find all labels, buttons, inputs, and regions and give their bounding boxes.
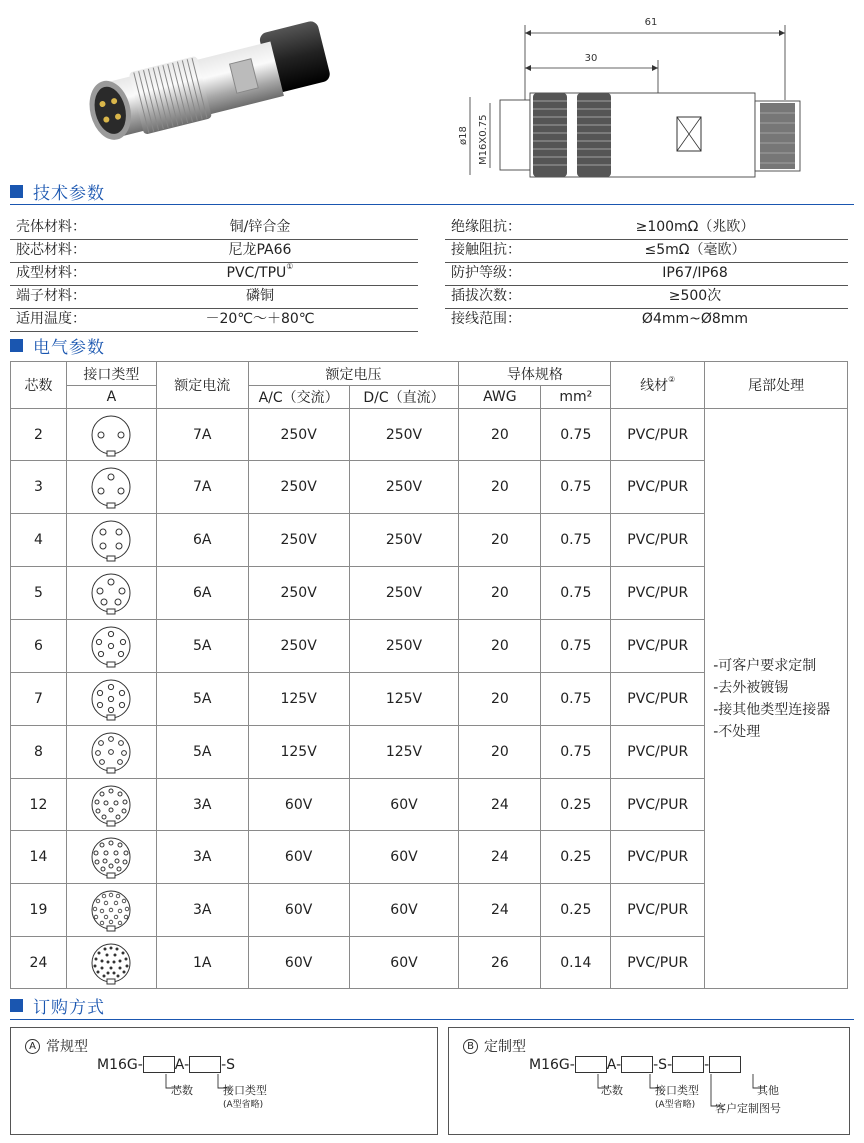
param-value: －20℃～＋80℃	[205, 311, 315, 327]
cell-wire: PVC/PUR	[611, 726, 705, 779]
cell-mm2: 0.25	[541, 779, 611, 831]
cell-dc: 250V	[349, 620, 459, 673]
cell-cores: 12	[11, 779, 67, 831]
cell-mm2: 0.14	[541, 937, 611, 989]
cell-wire: PVC/PUR	[611, 567, 705, 620]
product-photo	[60, 10, 340, 170]
cell-current: 5A	[156, 620, 248, 673]
cell-wire: PVC/PUR	[611, 620, 705, 673]
cell-awg: 20	[459, 620, 541, 673]
pinout-icon	[66, 831, 156, 884]
cell-current: 7A	[156, 409, 248, 461]
order-box-custom	[448, 1027, 850, 1135]
pinout-icon	[66, 884, 156, 937]
order-leader-lines	[449, 1028, 849, 1134]
cell-dc: 250V	[349, 461, 459, 514]
cell-ac: 60V	[248, 937, 349, 989]
cell-awg: 20	[459, 567, 541, 620]
cell-wire: PVC/PUR	[611, 884, 705, 937]
param-key: 成型材料：	[16, 265, 86, 281]
pinout-icon	[66, 937, 156, 989]
footnote-mark: ①	[286, 262, 294, 271]
order-leader-lines	[11, 1028, 437, 1134]
cell-ac: 60V	[248, 831, 349, 884]
cell-cores: 24	[11, 937, 67, 989]
dim-dia: ø18	[458, 126, 469, 145]
cell-dc: 60V	[349, 884, 459, 937]
cell-cores: 19	[11, 884, 67, 937]
cell-awg: 24	[459, 779, 541, 831]
cell-dc: 60V	[349, 779, 459, 831]
cell-mm2: 0.75	[541, 409, 611, 461]
col-ac: A/C（交流）	[248, 386, 349, 409]
col-dc: D/C（直流）	[349, 386, 459, 409]
cell-cores: 6	[11, 620, 67, 673]
footnote-mark: ②	[668, 375, 676, 384]
cell-dc: 60V	[349, 831, 459, 884]
cell-current: 5A	[156, 726, 248, 779]
section-rule	[10, 204, 854, 205]
cell-ac: 250V	[248, 620, 349, 673]
cell-mm2: 0.75	[541, 620, 611, 673]
pinout-icon	[66, 567, 156, 620]
pinout-icon	[66, 514, 156, 567]
table-header-row	[11, 362, 848, 386]
cell-awg: 24	[459, 831, 541, 884]
section-title-tech: 技术参数	[33, 183, 105, 204]
param-value: Ø4mm~Ø8mm	[641, 311, 749, 327]
param-value: ≥500次	[668, 288, 722, 304]
cell-current: 3A	[156, 831, 248, 884]
cell-cores: 7	[11, 673, 67, 726]
param-key: 胶芯材料：	[16, 242, 86, 258]
cell-mm2: 0.75	[541, 461, 611, 514]
cell-ac: 60V	[248, 779, 349, 831]
note-iface-sub: (A型省略)	[655, 1100, 696, 1110]
order-box-standard	[10, 1027, 438, 1135]
pinout-icon	[66, 620, 156, 673]
cell-awg: 20	[459, 726, 541, 779]
param-value: 铜/锌合金	[229, 219, 291, 235]
cell-tail-options	[705, 409, 848, 989]
param-key: 适用温度：	[16, 311, 86, 327]
cell-dc: 250V	[349, 409, 459, 461]
cell-cores: 8	[11, 726, 67, 779]
param-key: 壳体材料：	[16, 219, 86, 235]
cell-wire: PVC/PUR	[611, 831, 705, 884]
col-wire	[611, 362, 705, 409]
cell-awg: 20	[459, 461, 541, 514]
cell-dc: 250V	[349, 514, 459, 567]
order-type-name: 定制型	[484, 1039, 526, 1055]
cell-cores: 14	[11, 831, 67, 884]
cell-awg: 24	[459, 884, 541, 937]
tail-option: -接其他类型连接器	[713, 701, 831, 718]
param-value: 尼龙PA66	[228, 242, 292, 258]
param-key: 绝缘阻抗：	[451, 219, 521, 235]
cell-ac: 125V	[248, 673, 349, 726]
cell-awg: 20	[459, 673, 541, 726]
col-iface: 接口类型	[66, 362, 156, 386]
col-current: 额定电流	[156, 362, 248, 409]
cell-mm2: 0.25	[541, 884, 611, 937]
cell-ac: 125V	[248, 726, 349, 779]
section-rule	[10, 1019, 854, 1020]
param-value-wrap	[160, 262, 360, 285]
code-prefix: M16G-	[97, 1056, 143, 1073]
cell-wire: PVC/PUR	[611, 779, 705, 831]
param-value: PVC/TPU	[226, 265, 287, 281]
cell-current: 3A	[156, 884, 248, 937]
cell-mm2: 0.25	[541, 831, 611, 884]
cell-cores: 5	[11, 567, 67, 620]
circled-a-icon: A	[25, 1039, 40, 1054]
tech-row	[445, 216, 848, 240]
pinout-icon	[66, 673, 156, 726]
note-iface: 接口类型	[223, 1084, 267, 1097]
cell-ac: 250V	[248, 514, 349, 567]
pinout-icon	[66, 726, 156, 779]
section-header-order	[10, 995, 105, 1018]
cell-cores: 2	[11, 409, 67, 461]
code-sep: -	[704, 1056, 710, 1073]
param-key: 防护等级：	[451, 265, 521, 281]
tech-row	[10, 262, 418, 286]
section-marker-icon	[10, 185, 23, 198]
cell-wire: PVC/PUR	[611, 409, 705, 461]
note-iface-sub: (A型省略)	[223, 1100, 264, 1110]
param-key: 插拔次数：	[451, 288, 521, 304]
cell-current: 1A	[156, 937, 248, 989]
tech-row	[10, 216, 418, 240]
cell-wire: PVC/PUR	[611, 514, 705, 567]
table-row	[11, 409, 848, 461]
tail-option: -不处理	[713, 723, 761, 740]
cell-current: 5A	[156, 673, 248, 726]
cell-current: 6A	[156, 567, 248, 620]
col-voltage: 额定电压	[248, 362, 459, 386]
tail-option: -可客户要求定制	[713, 657, 817, 674]
cell-awg: 20	[459, 514, 541, 567]
tech-row	[445, 239, 848, 263]
tech-row	[445, 285, 848, 309]
cell-awg: 20	[459, 409, 541, 461]
param-value: IP67/IP68	[662, 265, 728, 281]
dim-partial: 30	[584, 53, 598, 64]
cell-dc: 60V	[349, 937, 459, 989]
section-title-elec: 电气参数	[33, 337, 105, 358]
param-key: 接线范围：	[451, 311, 521, 327]
dim-total: 61	[644, 17, 658, 28]
circled-b-icon: B	[463, 1039, 478, 1054]
cell-dc: 250V	[349, 567, 459, 620]
dimension-drawing	[455, 5, 855, 180]
dim-thread: M16X0.75	[478, 114, 489, 165]
cell-awg: 26	[459, 937, 541, 989]
order-type-name: 常规型	[46, 1039, 88, 1055]
tech-row	[10, 285, 418, 309]
col-tail: 尾部处理	[705, 362, 848, 409]
code-suffix: -S	[221, 1056, 236, 1073]
cell-cores: 3	[11, 461, 67, 514]
col-wire-label: 线材	[640, 378, 669, 394]
cell-current: 3A	[156, 779, 248, 831]
cell-dc: 125V	[349, 726, 459, 779]
note-iface: 接口类型	[655, 1084, 699, 1097]
tech-row	[10, 308, 418, 332]
cell-cores: 4	[11, 514, 67, 567]
note-cores: 芯数	[171, 1084, 193, 1097]
cell-dc: 125V	[349, 673, 459, 726]
tech-row	[445, 262, 848, 286]
cell-mm2: 0.75	[541, 514, 611, 567]
cell-mm2: 0.75	[541, 567, 611, 620]
cell-ac: 250V	[248, 409, 349, 461]
col-awg: AWG	[459, 386, 541, 409]
electrical-table	[10, 361, 848, 989]
param-key: 端子材料：	[16, 288, 86, 304]
pinout-icon	[66, 409, 156, 461]
note-drawing-no: 客户定制图号	[715, 1102, 781, 1115]
section-title-order: 订购方式	[33, 997, 105, 1018]
code-prefix: M16G-	[529, 1056, 575, 1073]
section-header-tech	[10, 181, 105, 204]
tech-row	[445, 308, 848, 331]
cell-ac: 250V	[248, 567, 349, 620]
col-cores: 芯数	[11, 362, 67, 409]
cell-wire: PVC/PUR	[611, 937, 705, 989]
col-mm2: mm²	[541, 386, 611, 409]
cell-mm2: 0.75	[541, 726, 611, 779]
note-cores: 芯数	[601, 1084, 623, 1097]
pinout-icon	[66, 779, 156, 831]
tail-option: -去外被镀锡	[713, 679, 789, 696]
cell-mm2: 0.75	[541, 673, 611, 726]
code-sep: A-	[174, 1056, 190, 1073]
cell-wire: PVC/PUR	[611, 673, 705, 726]
param-key: 接触阻抗：	[451, 242, 521, 258]
param-value: 磷铜	[246, 288, 274, 304]
param-value: ≤5mΩ（毫欧）	[644, 242, 746, 258]
cell-current: 7A	[156, 461, 248, 514]
tech-row	[10, 239, 418, 263]
col-iface-sub: A	[66, 386, 156, 409]
cell-ac: 60V	[248, 884, 349, 937]
cell-wire: PVC/PUR	[611, 461, 705, 514]
code-sep: -S-	[653, 1056, 673, 1073]
section-marker-icon	[10, 339, 23, 352]
section-marker-icon	[10, 999, 23, 1012]
code-sep: A-	[606, 1056, 622, 1073]
param-value: ≥100mΩ（兆欧）	[635, 219, 755, 235]
cell-current: 6A	[156, 514, 248, 567]
note-other: 其他	[757, 1084, 779, 1097]
cell-ac: 250V	[248, 461, 349, 514]
section-header-elec	[10, 335, 105, 358]
pinout-icon	[66, 461, 156, 514]
col-conductor: 导体规格	[459, 362, 611, 386]
